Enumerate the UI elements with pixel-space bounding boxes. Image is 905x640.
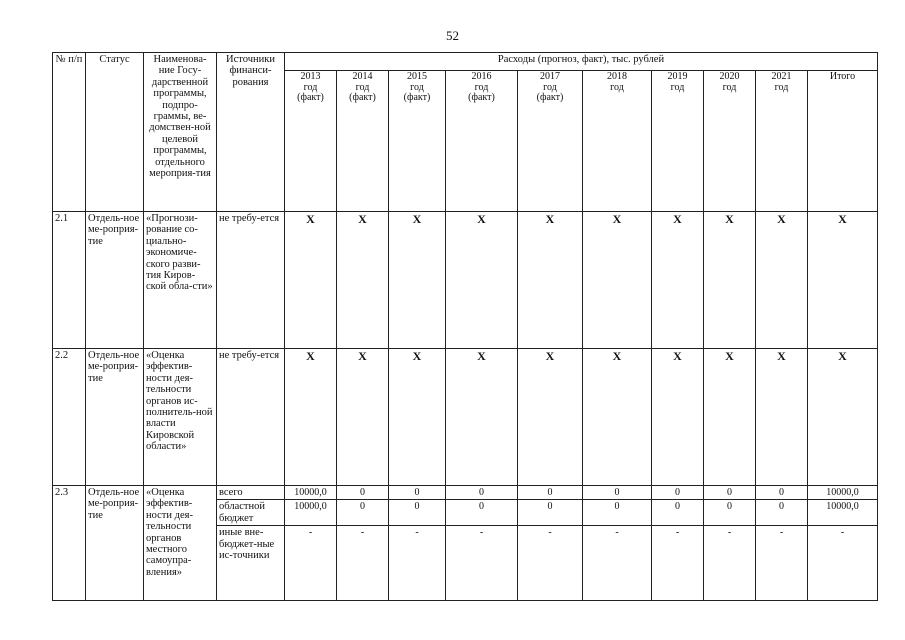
year-header: 2017 год (факт) xyxy=(518,71,583,212)
cell-value: 0 xyxy=(518,486,583,500)
cell-value: - xyxy=(285,526,337,601)
cell-value: 0 xyxy=(337,500,389,526)
cell-value: - xyxy=(652,526,704,601)
cell-value: 10000,0 xyxy=(808,486,878,500)
row-status: Отдель-ное ме-роприя-тие xyxy=(86,349,144,486)
cell-value: 0 xyxy=(652,500,704,526)
cell-value: X xyxy=(704,212,756,349)
cell-value: X xyxy=(389,212,446,349)
row-name: «Прогнози-рование со-циально-экономиче-ского разви-тия Киров-ской обла-сти» xyxy=(144,212,217,349)
cell-value: X xyxy=(756,349,808,486)
cell-value: 10000,0 xyxy=(285,486,337,500)
header-source: Источники финанси-рования xyxy=(217,53,285,212)
cell-value: X xyxy=(704,349,756,486)
year-header: 2019 год xyxy=(652,71,704,212)
cell-value: 0 xyxy=(389,500,446,526)
header-expenses: Расходы (прогноз, факт), тыс. рублей xyxy=(285,53,878,71)
cell-value: 0 xyxy=(583,486,652,500)
year-header: 2018 год xyxy=(583,71,652,212)
cell-value: - xyxy=(704,526,756,601)
cell-value: - xyxy=(518,526,583,601)
header-num: № п/п xyxy=(53,53,86,212)
row-status: Отдель-ное ме-роприя-тие xyxy=(86,212,144,349)
cell-value: 10000,0 xyxy=(808,500,878,526)
table-row xyxy=(53,486,878,500)
cell-value: 10000,0 xyxy=(285,500,337,526)
expenses-table xyxy=(52,52,878,601)
row-source: всего xyxy=(217,486,285,500)
cell-value: 0 xyxy=(652,486,704,500)
row-num: 2.1 xyxy=(53,212,86,349)
year-header: 2014 год (факт) xyxy=(337,71,389,212)
year-header: 2013 год (факт) xyxy=(285,71,337,212)
year-header: 2015 год (факт) xyxy=(389,71,446,212)
cell-value: 0 xyxy=(446,486,518,500)
row-source: областной бюджет xyxy=(217,500,285,526)
cell-value: X xyxy=(285,212,337,349)
cell-value: 0 xyxy=(704,500,756,526)
cell-value: X xyxy=(583,349,652,486)
cell-value: X xyxy=(446,212,518,349)
year-header: 2016 год (факт) xyxy=(446,71,518,212)
cell-value: 0 xyxy=(518,500,583,526)
cell-value: X xyxy=(756,212,808,349)
table-row xyxy=(53,212,878,349)
cell-value: - xyxy=(583,526,652,601)
cell-value: 0 xyxy=(389,486,446,500)
cell-value: 0 xyxy=(337,486,389,500)
header-name: Наименова-ние Госу-дарственной программы, подпро-граммы, ве-домствен-ной целевой программы, отдельного мероприя-тия xyxy=(144,53,217,212)
cell-value: 0 xyxy=(756,486,808,500)
cell-value: 0 xyxy=(446,500,518,526)
cell-value: X xyxy=(446,349,518,486)
page-number: 52 xyxy=(446,28,459,43)
cell-value: X xyxy=(652,349,704,486)
total-header: Итого xyxy=(808,71,878,212)
cell-value: 0 xyxy=(756,500,808,526)
row-name: «Оценка эффектив-ности дея-тельности органов местного самоупра-вления» xyxy=(144,486,217,601)
cell-value: X xyxy=(389,349,446,486)
row-num: 2.2 xyxy=(53,349,86,486)
table-row xyxy=(53,349,878,486)
row-source: иные вне-бюджет-ные ис-точники xyxy=(217,526,285,601)
year-header: 2020 год xyxy=(704,71,756,212)
cell-value: X xyxy=(285,349,337,486)
cell-value: X xyxy=(808,349,878,486)
year-header: 2021 год xyxy=(756,71,808,212)
cell-value: X xyxy=(337,212,389,349)
cell-value: X xyxy=(808,212,878,349)
cell-value: X xyxy=(518,212,583,349)
row-name: «Оценка эффектив-ности дея-тельности органов ис-полнитель-ной власти Кировской области» xyxy=(144,349,217,486)
cell-value: - xyxy=(337,526,389,601)
row-source: не требу-ется xyxy=(217,349,285,486)
cell-value: X xyxy=(583,212,652,349)
cell-value: X xyxy=(652,212,704,349)
cell-value: - xyxy=(756,526,808,601)
cell-value: - xyxy=(389,526,446,601)
cell-value: X xyxy=(518,349,583,486)
cell-value: X xyxy=(337,349,389,486)
header-status: Статус xyxy=(86,53,144,212)
row-status: Отдель-ное ме-роприя-тие xyxy=(86,486,144,601)
row-source: не требу-ется xyxy=(217,212,285,349)
cell-value: - xyxy=(808,526,878,601)
row-num: 2.3 xyxy=(53,486,86,601)
cell-value: 0 xyxy=(704,486,756,500)
cell-value: 0 xyxy=(583,500,652,526)
cell-value: - xyxy=(446,526,518,601)
